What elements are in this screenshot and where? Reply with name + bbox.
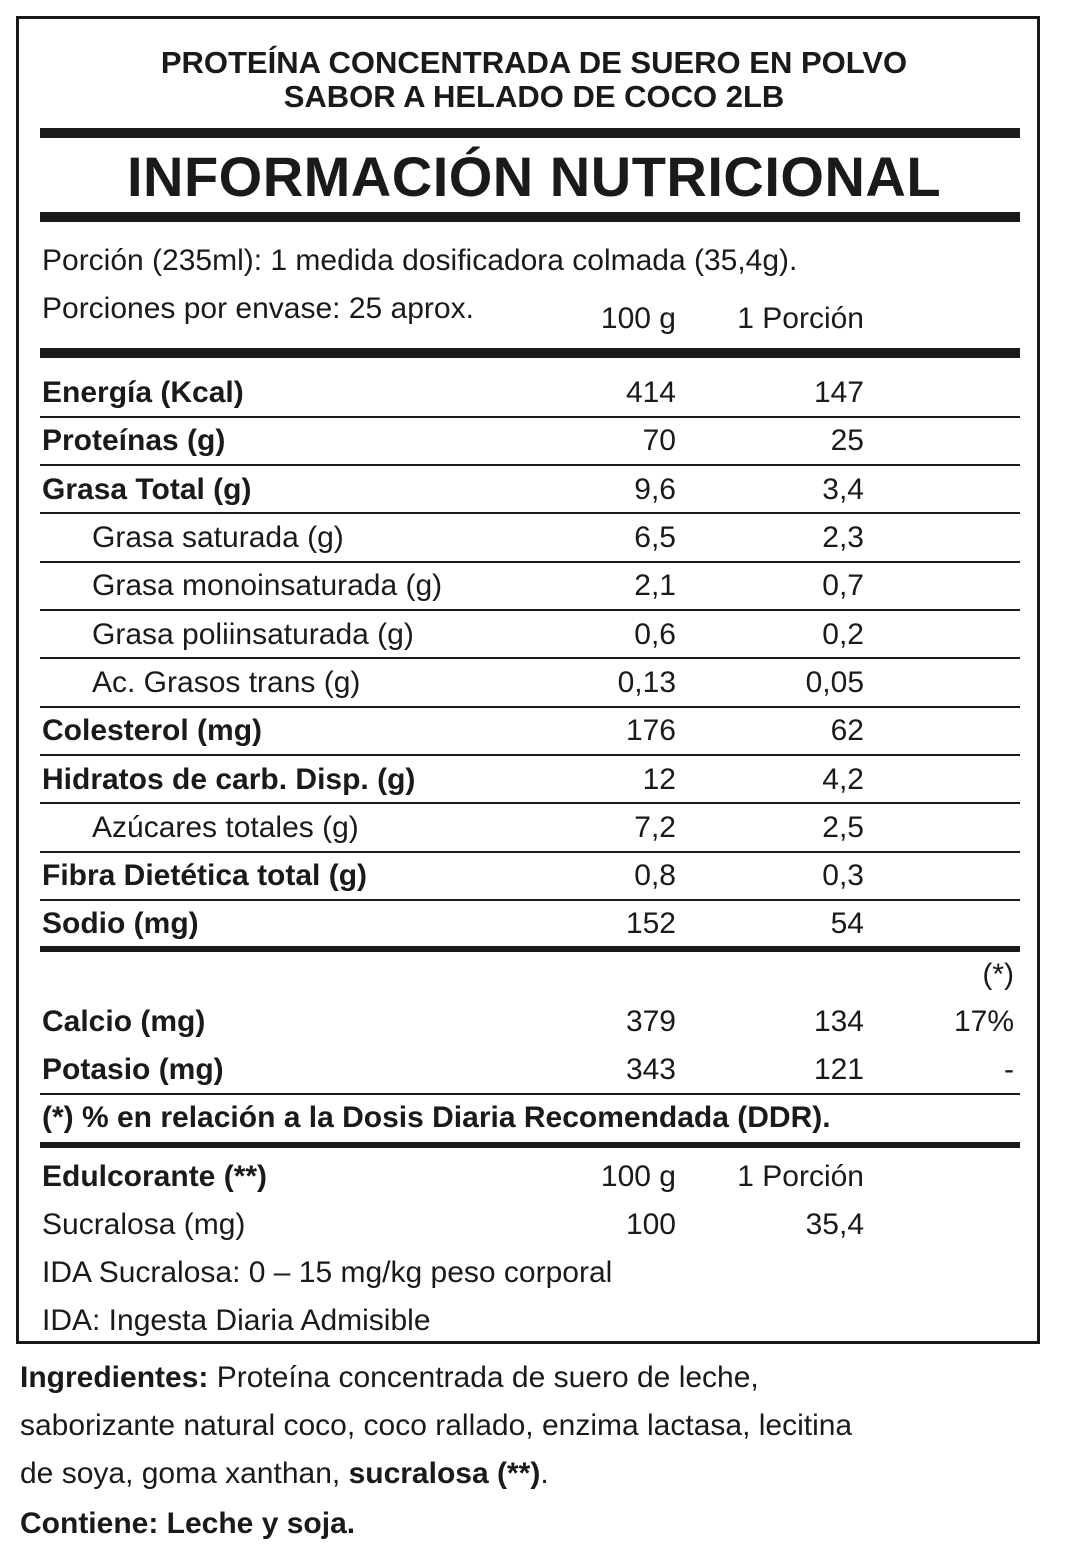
ingredients-sweetener: sucralosa (**) (348, 1457, 541, 1490)
mineral-value-100g: 379 (625, 1005, 676, 1038)
nutrient-value-100g: 152 (625, 907, 676, 940)
nutrient-value-portion: 0,2 (822, 618, 864, 651)
sweetener-rule (40, 1142, 1020, 1148)
column-header-100g: 100 g (600, 302, 676, 335)
nutrient-label: Grasa saturada (g) (92, 521, 344, 554)
portion-size: Porción (235ml): 1 medida dosificadora colmada (35,4g). (42, 244, 798, 277)
nutrient-value-100g: 414 (625, 376, 676, 409)
nutrient-value-portion: 54 (830, 907, 864, 940)
nutrient-value-100g: 9,6 (634, 473, 676, 506)
nutrient-label: Sodio (mg) (42, 907, 199, 940)
sweetener-title: Edulcorante (**) (42, 1160, 268, 1193)
nutrition-title: INFORMACIÓN NUTRICIONAL (126, 145, 942, 208)
nutrient-label: Fibra Dietética total (g) (42, 859, 368, 892)
sweetener-value-100g: 100 (625, 1208, 676, 1241)
nutrient-label: Ac. Grasos trans (g) (92, 666, 361, 699)
allergen-statement: Contiene: Leche y soja. (20, 1507, 356, 1540)
row-divider (40, 706, 1020, 708)
nutrient-value-portion: 0,3 (822, 859, 864, 892)
row-divider (40, 802, 1020, 804)
ingredients-line2: saborizante natural coco, coco rallado, enzima lactasa, lecitina (20, 1409, 853, 1442)
mineral-value-ddr: 17% (953, 1005, 1014, 1038)
ingredients-text: de soya, goma xanthan, (20, 1457, 349, 1490)
nutrient-label: Grasa Total (g) (42, 473, 252, 506)
nutrient-label: Energía (Kcal) (42, 376, 244, 409)
nutrient-value-portion: 3,4 (822, 473, 864, 506)
nutrient-label: Proteínas (g) (42, 424, 226, 457)
ida-range: IDA Sucralosa: 0 – 15 mg/kg peso corporal (42, 1256, 613, 1289)
ddr-footnote: (*) % en relación a la Dosis Diaria Recomendada (DDR). (42, 1101, 831, 1134)
row-divider (40, 512, 1020, 514)
nutrient-value-100g: 0,6 (634, 618, 676, 651)
nutrient-value-portion: 4,2 (822, 763, 864, 796)
row-divider (40, 561, 1020, 563)
product-name-line2: SABOR A HELADO DE COCO 2LB (283, 79, 785, 114)
mineral-value-ddr: - (1004, 1053, 1014, 1086)
nutrient-value-100g: 0,8 (634, 859, 676, 892)
nutrient-value-100g: 2,1 (634, 569, 676, 602)
mineral-label: Potasio (mg) (42, 1053, 224, 1086)
ingredients-line1 (20, 1354, 759, 1402)
nutrient-value-portion: 0,05 (805, 666, 864, 699)
nutrient-value-100g: 0,13 (617, 666, 676, 699)
sweetener-column-100g: 100 g (600, 1160, 676, 1193)
nutrient-value-portion: 0,7 (822, 569, 864, 602)
row-divider (40, 754, 1020, 756)
product-name-line1: PROTEÍNA CONCENTRADA DE SUERO EN POLVO (160, 45, 908, 80)
table-rule-top (40, 348, 1020, 358)
nutrient-label: Colesterol (mg) (42, 714, 263, 747)
nutrient-label: Azúcares totales (g) (92, 811, 359, 844)
header-rule-top (40, 128, 1020, 138)
nutrient-value-100g: 70 (642, 424, 676, 457)
nutrient-label: Grasa poliinsaturada (g) (92, 618, 414, 651)
nutrient-value-100g: 6,5 (634, 521, 676, 554)
row-divider (40, 1093, 1020, 1095)
row-divider (40, 899, 1020, 901)
portions-per-container: Porciones por envase: 25 aprox. (42, 292, 474, 325)
column-header-portion: 1 Porción (737, 302, 864, 335)
sweetener-value-portion: 35,4 (805, 1208, 864, 1241)
row-divider (40, 851, 1020, 853)
nutrient-value-portion: 147 (813, 376, 864, 409)
ida-definition: IDA: Ingesta Diaria Admisible (42, 1304, 431, 1337)
row-divider (40, 464, 1020, 466)
row-divider (40, 609, 1020, 611)
ingredients-period: . (540, 1457, 549, 1490)
mineral-value-100g: 343 (625, 1053, 676, 1086)
nutrient-label: Grasa monoinsaturada (g) (92, 569, 443, 602)
nutrient-value-100g: 12 (642, 763, 676, 796)
ingredients-line3 (20, 1450, 549, 1498)
ingredients-label: Ingredientes: (20, 1361, 209, 1394)
row-divider (40, 416, 1020, 418)
nutrient-value-100g: 7,2 (634, 811, 676, 844)
ingredients-text: Proteína concentrada de suero de leche, (208, 1361, 759, 1394)
sweetener-column-portion: 1 Porción (737, 1160, 864, 1193)
nutrient-value-portion: 2,5 (822, 811, 864, 844)
row-divider (40, 657, 1020, 659)
sweetener-name: Sucralosa (mg) (42, 1208, 246, 1241)
mineral-value-portion: 134 (813, 1005, 864, 1038)
nutrient-value-100g: 176 (625, 714, 676, 747)
nutrient-value-portion: 2,3 (822, 521, 864, 554)
header-rule-bottom (40, 212, 1020, 222)
mineral-value-portion: 121 (813, 1053, 864, 1086)
nutrient-value-portion: 25 (830, 424, 864, 457)
ddr-column-header: (*) (982, 958, 1014, 991)
nutrient-label: Hidratos de carb. Disp. (g) (42, 763, 416, 796)
nutrient-value-portion: 62 (830, 714, 864, 747)
minerals-rule (40, 946, 1020, 952)
mineral-label: Calcio (mg) (42, 1005, 206, 1038)
